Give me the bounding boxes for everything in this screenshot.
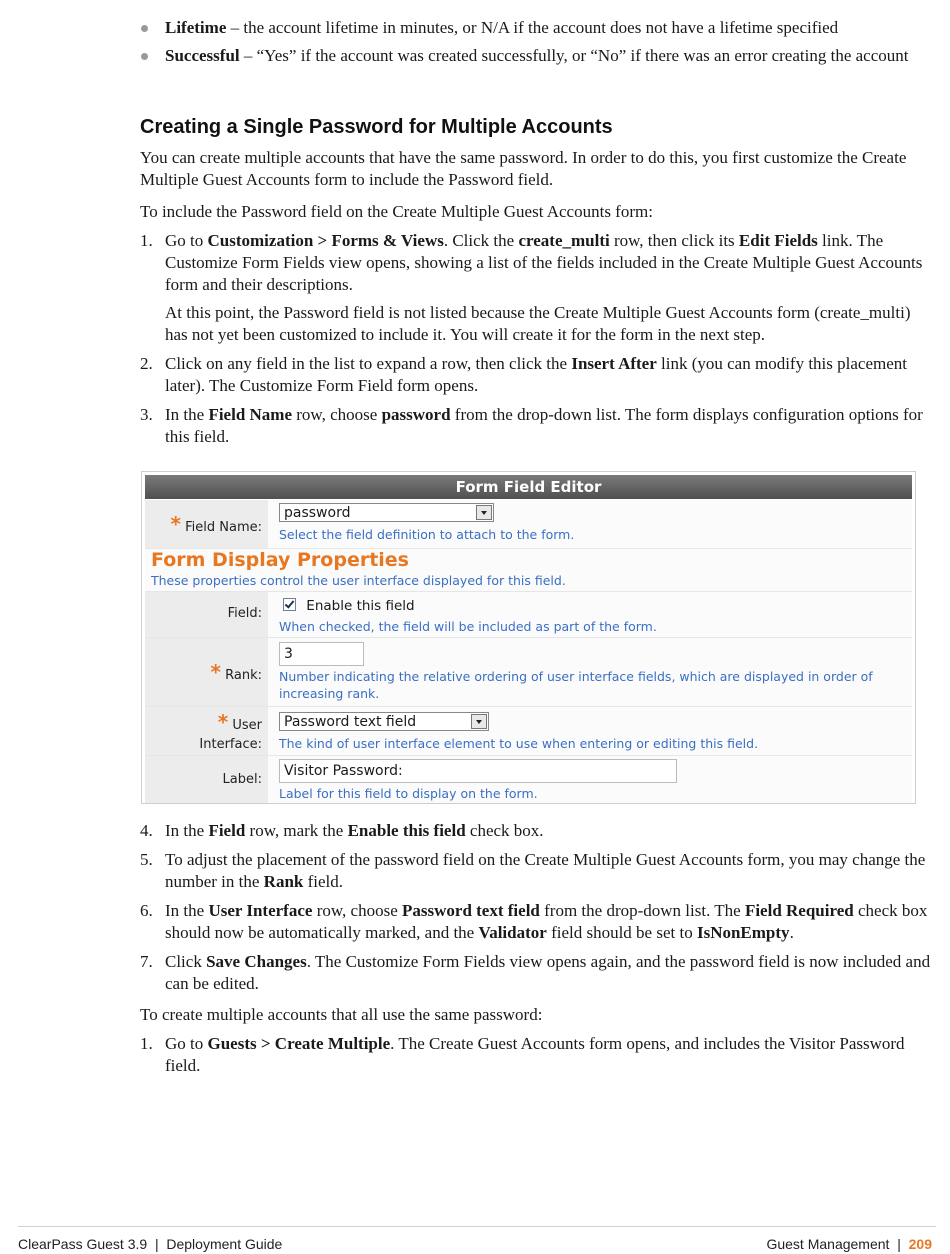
field-name-row: * Field Name: password Select the field definition to attach to the form. (145, 500, 912, 549)
label-row: Label: Visitor Password: Label for this field to display on the form. (145, 756, 912, 804)
instruction-intro-2: To create multiple accounts that all use the same password: (140, 1005, 543, 1024)
intro-paragraph: You can create multiple accounts that have the same password. In order to do this, you first customize the Create Multiple Guest Accounts form to include the Password field. (140, 148, 907, 189)
section-heading: Creating a Single Password for Multiple Accounts (140, 116, 613, 138)
rank-input[interactable]: 3 (279, 642, 364, 666)
required-icon: * (217, 710, 229, 734)
user-interface-select[interactable]: Password text field (279, 712, 489, 731)
list-item: Lifetime – the account lifetime in minutes, or N/A if the account does not have a lifetime specified (140, 17, 930, 39)
rank-row: * Rank: 3 Number indicating the relative ordering of user interface fields, which are displayed in order of increasing rank. (145, 638, 912, 707)
footer-left: ClearPass Guest 3.9 | Deployment Guide (18, 1236, 283, 1252)
bullet-icon (141, 53, 148, 60)
step-item: 5. To adjust the placement of the password field on the Create Multiple Guest Accounts form, you may change the number in the Rank field. (140, 850, 926, 891)
required-icon: * (170, 512, 181, 536)
user-interface-row: * User Interface: Password text field The kind of user interface element to use when entering or editing this field. (145, 707, 912, 756)
rank-hint: Number indicating the relative ordering of user interface fields, which are displayed in order of increasing rank. (279, 669, 873, 701)
enable-field-checkbox[interactable] (283, 598, 296, 611)
section-title: Form Display Properties (151, 549, 409, 571)
form-field-editor (141, 471, 916, 804)
label-input[interactable]: Visitor Password: (279, 759, 677, 783)
footer-divider (18, 1226, 936, 1227)
editor-title: Form Field Editor (145, 475, 912, 499)
bullet-icon (141, 25, 148, 32)
step-item: 6. In the User Interface row, choose Password text field from the drop-down list. The Field Required check box should now be automatically marked, and the Validator field should be set to IsNonEmpty. (140, 901, 928, 942)
instruction-intro: To include the Password field on the Create Multiple Guest Accounts form: (140, 202, 653, 221)
form-display-properties (145, 549, 912, 592)
user-interface-hint: The kind of user interface element to use when entering or editing this field. (279, 736, 759, 751)
steps-list-1 (140, 230, 932, 455)
page-number: 209 (908, 1236, 932, 1252)
field-name-select[interactable]: password (279, 503, 494, 522)
step-note: At this point, the Password field is not listed because the Create Multiple Guest Accounts form (create_multi) has not yet been customized to include it. You will create it for the form in the next step. (165, 303, 911, 344)
steps-list-2 (140, 820, 932, 1002)
chevron-down-icon[interactable] (471, 714, 487, 729)
enable-hint: When checked, the field will be included as part of the form. (279, 619, 657, 634)
step-item: 2. Click on any field in the list to expand a row, then click the Insert After link (you can modify this placement later). The Customize Form Field form opens. (140, 354, 907, 395)
section-subtitle: These properties control the user interface displayed for this field. (151, 573, 566, 588)
step-item: 7. Click Save Changes. The Customize Form Fields view opens again, and the password field is now included and can be edited. (140, 952, 931, 993)
step-item: 1. Go to Guests > Create Multiple. The Create Guest Accounts form opens, and includes the Visitor Password field. (140, 1034, 905, 1075)
field-row: Field: Enable this field When checked, the field will be included as part of the form. (145, 592, 912, 638)
attribute-bullet-list (140, 17, 930, 73)
step-item: 4. In the Field row, mark the Enable this field check box. (140, 821, 544, 840)
step-item: 1. Go to Customization > Forms & Views. Click the create_multi row, then click its Edit Fields link. The Customize Form Fields view opens, showing a list of the fields included in the Create Multiple Guest Accounts form and their descriptions. At this point, the Password field is not listed because the Create Multiple Guest Accounts form (create_multi) has not yet been customized to include it. You will create it for the form in the next step. (140, 230, 932, 346)
steps-list-3 (140, 1033, 932, 1084)
required-icon: * (210, 660, 221, 684)
chevron-down-icon[interactable] (476, 505, 492, 520)
field-name-hint: Select the field definition to attach to the form. (279, 527, 575, 542)
enable-field-label: Enable this field (306, 598, 415, 614)
step-item: 3. In the Field Name row, choose password from the drop-down list. The form displays configuration options for this field. (140, 405, 923, 446)
footer-right: Guest Management | 209 (766, 1236, 932, 1252)
label-hint: Label for this field to display on the form. (279, 786, 538, 801)
list-item: Successful – “Yes” if the account was created successfully, or “No” if there was an error creating the account (140, 45, 930, 67)
